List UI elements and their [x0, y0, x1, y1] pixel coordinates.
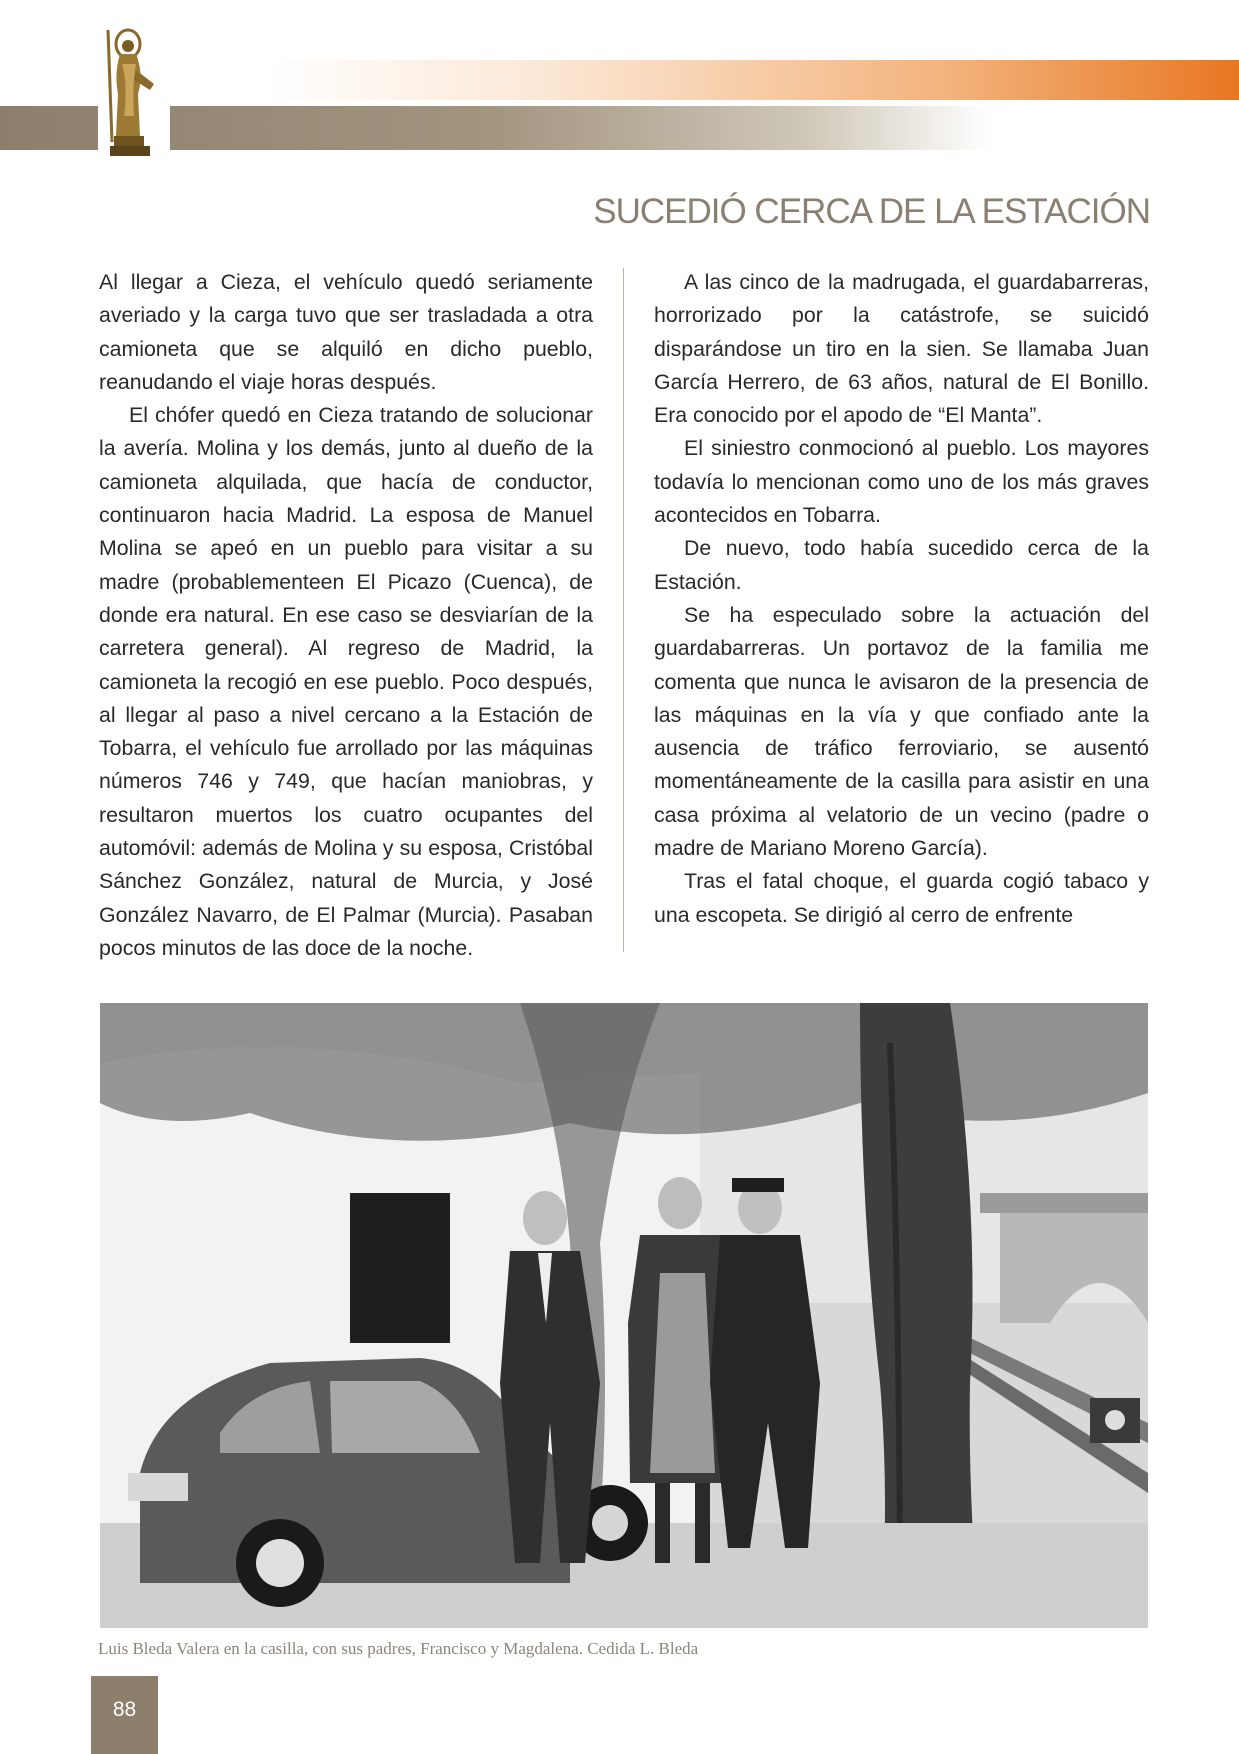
header-accent-band — [265, 60, 1239, 100]
column-divider — [623, 268, 624, 952]
paragraph: Se ha especulado sobre la actuación del guardabarreras. Un portavoz de la familia me comenta que nunca le avisaron de la presencia de las máquinas en la vía y que confiado ante la ausencia de tráfico ferroviario, se ausentó momentáneamente de la casilla para asistir en una casa próxima al velatorio de un vecino (padre o madre de Mariano Moreno García). — [654, 602, 1149, 861]
saint-statue-icon — [98, 24, 170, 160]
page-number-box — [91, 1676, 158, 1754]
section-title: SUCEDIÓ CERCA DE LA ESTACIÓN — [593, 192, 1150, 231]
right-text-column — [654, 266, 1149, 932]
paragraph: El chófer quedó en Cieza tratando de solucionar la avería. Molina y los demás, junto al dueño de la camioneta alquilada, que hacía de conductor, continuaron hacia Madrid. La esposa de Manuel Molina se apeó en un pueblo para visitar a su madre (probablementeen El Picazo (Cuenca), de donde era natural. En ese caso se desviarían de la carretera general). Al regreso de Madrid, la camioneta la recogió en ese pueblo. Poco después, al llegar al paso a nivel cercano a la Estación de Tobarra, el vehículo fue arrollado por las máquinas números 746 y 749, que hacían maniobras, y resultaron muertos los cuatro ocupantes del automóvil: además de Molina y su esposa, Cristóbal Sánchez González, natural de Murcia, y José González Navarro, de El Palmar (Murcia). Pasaban pocos minutos de las doce de la noche. — [99, 403, 593, 960]
left-text-column — [99, 266, 593, 965]
paragraph: El siniestro conmocionó al pueblo. Los mayores todavía lo mencionan como uno de los más graves acontecidos en Tobarra. — [654, 436, 1149, 528]
paragraph: A las cinco de la madrugada, el guardabarreras, horrorizado por la catástrofe, se suicidó disparándose un tiro en la sien. Se llamaba Juan García Herrero, de 63 años, natural de El Bonillo. Era conocido por el apodo de “El Manta”. — [654, 270, 1149, 428]
historical-photo — [100, 1003, 1148, 1628]
paragraph: Al llegar a Cieza, el vehículo quedó seriamente averiado y la carga tuvo que ser trasladada a otra camioneta que se alquiló en dicho pueblo, reanudando el viaje horas después. — [99, 270, 593, 394]
paragraph: De nuevo, todo había sucedido cerca de la Estación. — [654, 536, 1149, 594]
paragraph: Tras el fatal choque, el guarda cogió tabaco y una escopeta. Se dirigió al cerro de enfrente — [654, 869, 1149, 927]
page-number: 88 — [112, 1698, 137, 1721]
photo-caption: Luis Bleda Valera en la casilla, con sus padres, Francisco y Magdalena. Cedida L. Bleda — [98, 1639, 699, 1658]
header-band — [0, 106, 1239, 150]
